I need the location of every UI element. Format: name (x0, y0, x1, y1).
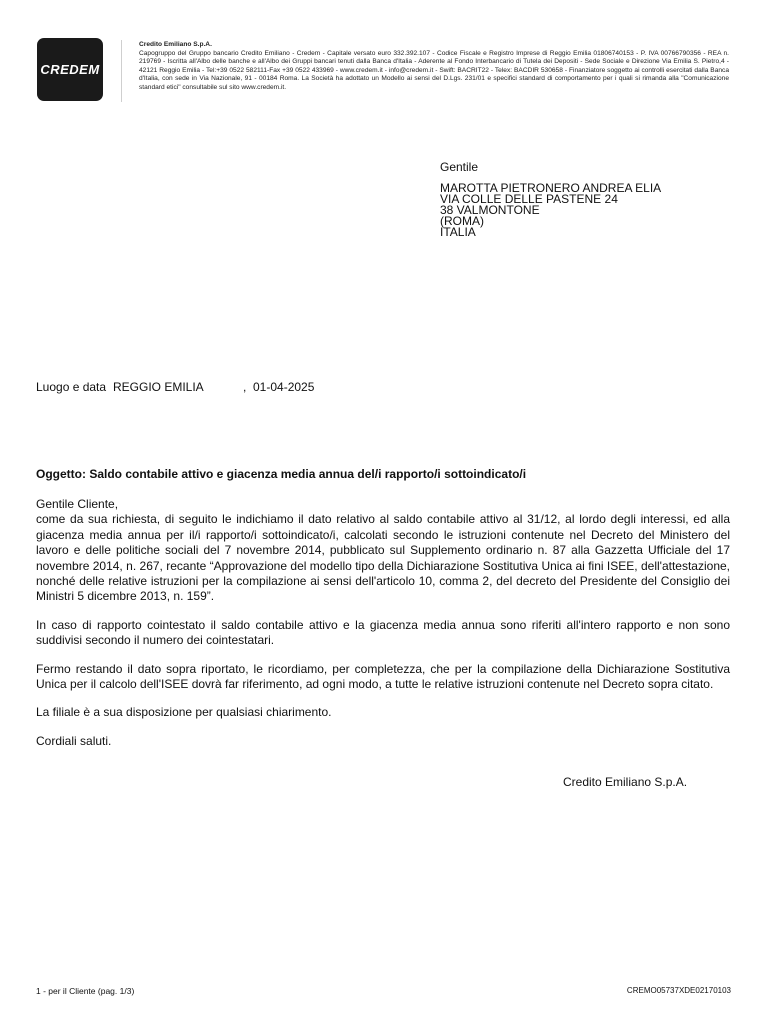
body-closing: Cordiali saluti. (36, 733, 112, 748)
body-paragraph: La filiale è a sua disposizione per qualsiasi chiarimento. (36, 705, 332, 720)
recipient-city: 38 VALMONTONE (440, 203, 540, 217)
letter-date: , 01-04-2025 (243, 380, 315, 394)
recipient-address (440, 162, 661, 238)
place-date-label: Luogo e data (36, 380, 107, 394)
recipient-country: ITALIA (440, 225, 476, 239)
body-paragraph: In caso di rapporto cointestato il saldo contabile attivo e la giacenza media annua sono riferiti all'intero rapporto e non sono suddivisi secondo il numero dei cointestatari. (36, 617, 730, 648)
body-paragraph: Fermo restando il dato sopra riportato, le ricordiamo, per completezza, che per la compilazione della Dichiarazione Sostitutiva Unica per il calcolo dell'ISEE dovrà far riferimento, ad ogni modo, a tutte le relative istruzioni contenute nel Decreto sopra citato. (36, 661, 730, 692)
recipient-province: (ROMA) (440, 214, 484, 228)
letter-body (36, 497, 730, 762)
footer-page-info: 1 - per il Cliente (pag. 1/3) (36, 986, 135, 996)
recipient-street: VIA COLLE DELLE PASTENE 24 (440, 192, 618, 206)
header-divider (121, 40, 122, 102)
body-paragraph: come da sua richiesta, di seguito le indichiamo il dato relativo al saldo contabile attivo al 31/12, al lordo degli interessi, ed alla giacenza media annua per il/i rapporto/i sottoindicato/i, calcolati secondo le istruzioni contenute nel Decreto del Ministero del lavoro e delle politiche sociali del 7 novembre 2014, pubblicato sul Supplemento ordinario n. 87 alla Gazzetta Ufficiale del 17 novembre 2014, n. 267, recante “Approvazione del modello tipo della Dichiarazione Sostitutiva Unica ai fini ISEE, dell'attestazione, nonché delle relative istruzioni per la compilazione ai sensi dell'articolo 10, comma 2, del decreto del Presidente del Consiglio dei Ministri 5 dicembre 2013, n. 159”. (36, 512, 730, 604)
signature: Credito Emiliano S.p.A. (563, 775, 688, 789)
recipient-greeting: Gentile (440, 160, 479, 174)
footer-document-code: CREMO05737XDE02170103 (626, 986, 731, 995)
credem-logo (37, 38, 103, 101)
recipient-name: MAROTTA PIETRONERO ANDREA ELIA (440, 181, 662, 195)
body-salutation: Gentile Cliente, (36, 497, 119, 511)
company-info: Capogruppo del Gruppo bancario Credito Emiliano - Credem - Capitale versato euro 332.392.107 - Codice Fiscale e Registro Imprese di Reggio Emilia 01806740153 - P. IVA 00766790356 - REA n. 219769 - Iscritta all'Albo delle banche e all'Albo dei Gruppi bancari tenuti dalla Banca d'Italia - Aderente al Fondo Interbancario di Tutela dei Depositi - Sede Sociale e Direzione Via Emilia S. Pietro,4 - 42121 Reggio Emilia - Tel:+39 0522 582111-Fax +39 0522 433969 - www.credem.it - info@credem.it - Swift: BACRIT22 - Telex: BACDIR 530658 - Finanziatore soggetto ai controlli esercitati dalla Banca d'Italia, con sede in Via Nazionale, 91 - 00184 Roma. La Società ha adottato un Modello ai sensi del D.Lgs. 231/01 e specifici standard di comportamento per i quali si rimanda alla "Comunicazione standard etici" consultabile sul sito www.credem.it. (139, 49, 729, 91)
logo-text: CREDEM (40, 62, 100, 77)
company-name: Credito Emiliano S.p.A. (139, 41, 212, 48)
place-and-date (36, 380, 314, 394)
place-city: REGGIO EMILIA (113, 380, 204, 394)
company-header (139, 41, 729, 93)
letter-subject: Oggetto: Saldo contabile attivo e giacenza media annua del/i rapporto/i sottoindicato/i (36, 467, 527, 481)
